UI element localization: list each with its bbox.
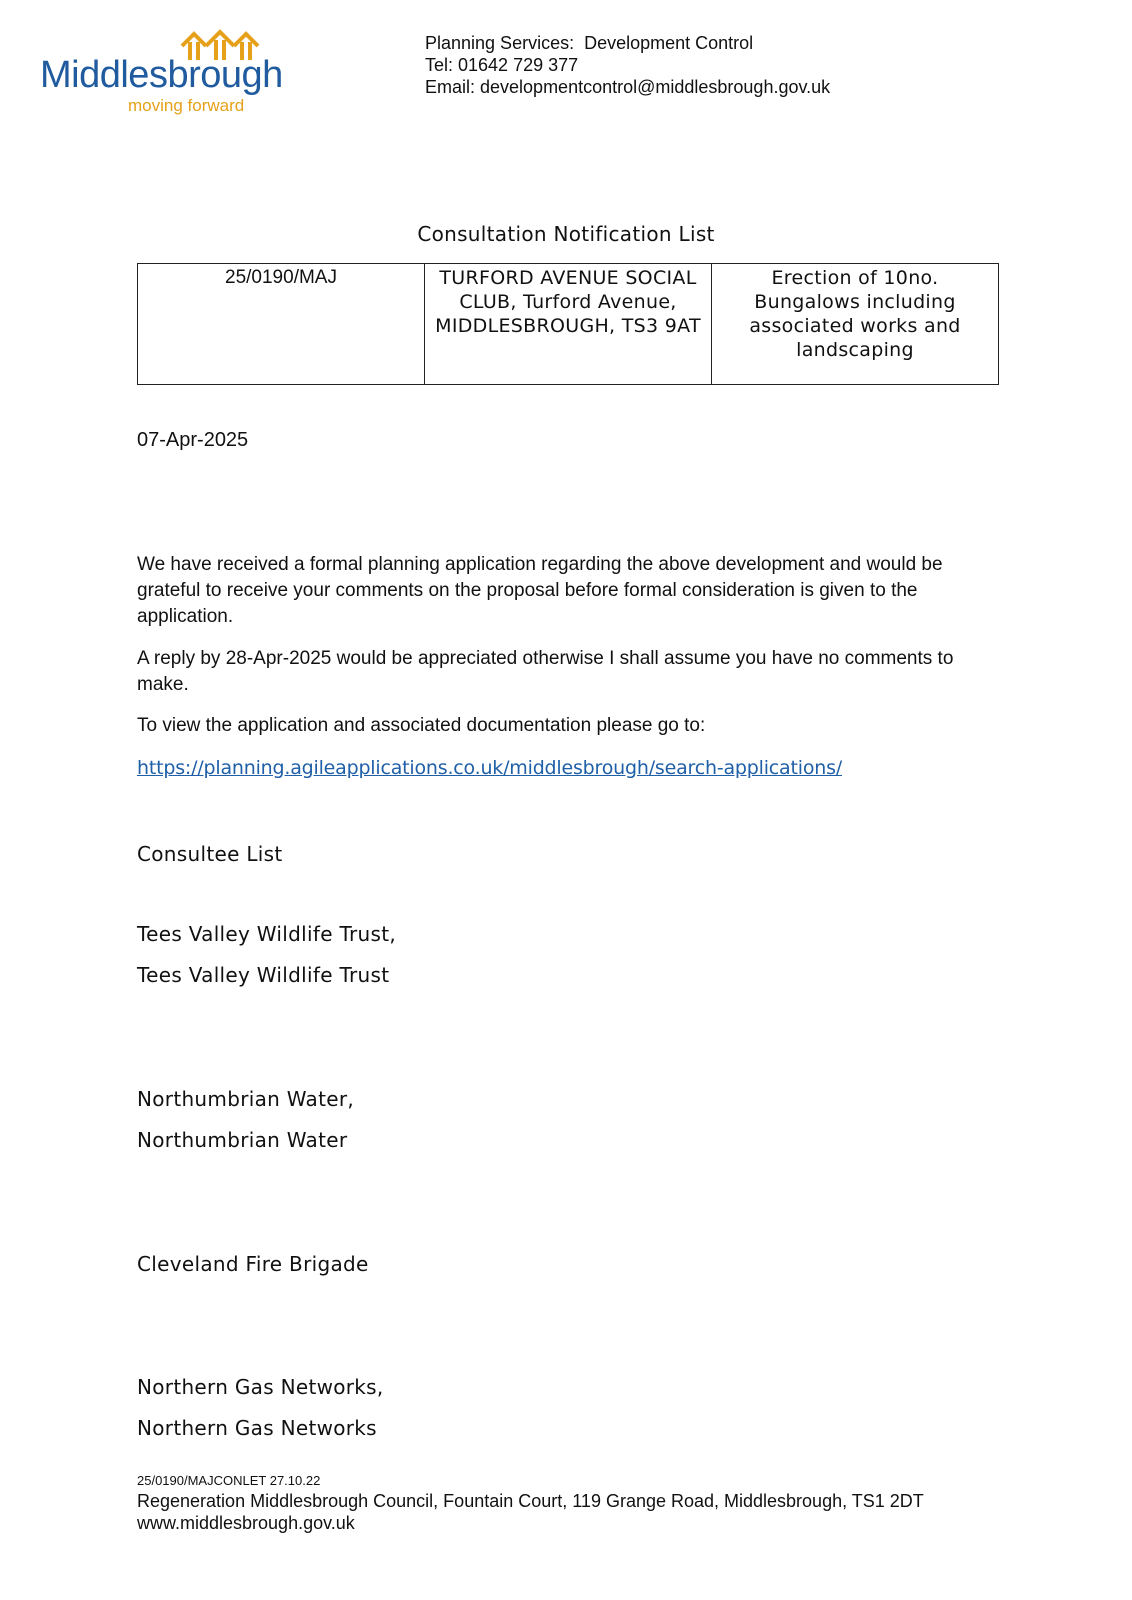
logo-tagline: moving forward (128, 96, 245, 115)
consultee-1-line-1: Tees Valley Wildlife Trust, (137, 922, 397, 946)
council-logo (40, 28, 300, 118)
document-title: Consultation Notification List (417, 222, 715, 246)
letter-date: 07-Apr-2025 (137, 429, 249, 451)
application-description: Erection of 10no. Bungalows including associated works and landscaping (712, 264, 999, 385)
header-email: Email: developmentcontrol@middlesbrough.gov.uk (425, 77, 831, 97)
application-address: TURFORD AVENUE SOCIAL CLUB, Turford Avenue, MIDDLESBROUGH, TS3 9AT (425, 264, 712, 385)
footer-website: www.middlesbrough.gov.uk (137, 1513, 355, 1533)
consultee-1-line-2: Tees Valley Wildlife Trust (137, 963, 390, 987)
consultee-2-line-2: Northumbrian Water (137, 1128, 348, 1152)
body-paragraph-1: We have received a formal planning application regarding the above development and would be grateful to receive your comments on the proposal before formal consideration is given to the application. (137, 554, 943, 627)
body-paragraph-2: A reply by 28-Apr-2025 would be appreciated otherwise I shall assume you have no comments to make. (137, 648, 954, 695)
header-contact (425, 32, 830, 98)
consultee-2-line-1: Northumbrian Water, (137, 1087, 355, 1111)
applications-link[interactable]: https://planning.agileapplications.co.uk/middlesbrough/search-applications/ (137, 757, 842, 779)
header-phone: Tel: 01642 729 377 (425, 55, 579, 75)
footer-document-code: 25/0190/MAJCONLET 27.10.22 (137, 1473, 321, 1488)
footer-address-block (137, 1490, 924, 1534)
consultee-list-heading: Consultee List (137, 842, 283, 866)
application-table (137, 263, 999, 385)
body-paragraph-3: To view the application and associated documentation please go to: (137, 715, 706, 736)
logo-wordmark: Middlesbrough (40, 54, 283, 96)
header-department: Planning Services: Development Control (425, 33, 754, 53)
footer-address: Regeneration Middlesbrough Council, Fountain Court, 119 Grange Road, Middlesbrough, TS1 2DT (137, 1491, 924, 1511)
consultee-4-line-2: Northern Gas Networks (137, 1416, 377, 1440)
table-row (138, 264, 999, 385)
application-reference: 25/0190/MAJ (138, 264, 425, 385)
consultee-4-line-1: Northern Gas Networks, (137, 1375, 384, 1399)
consultee-3-line-1: Cleveland Fire Brigade (137, 1252, 369, 1276)
